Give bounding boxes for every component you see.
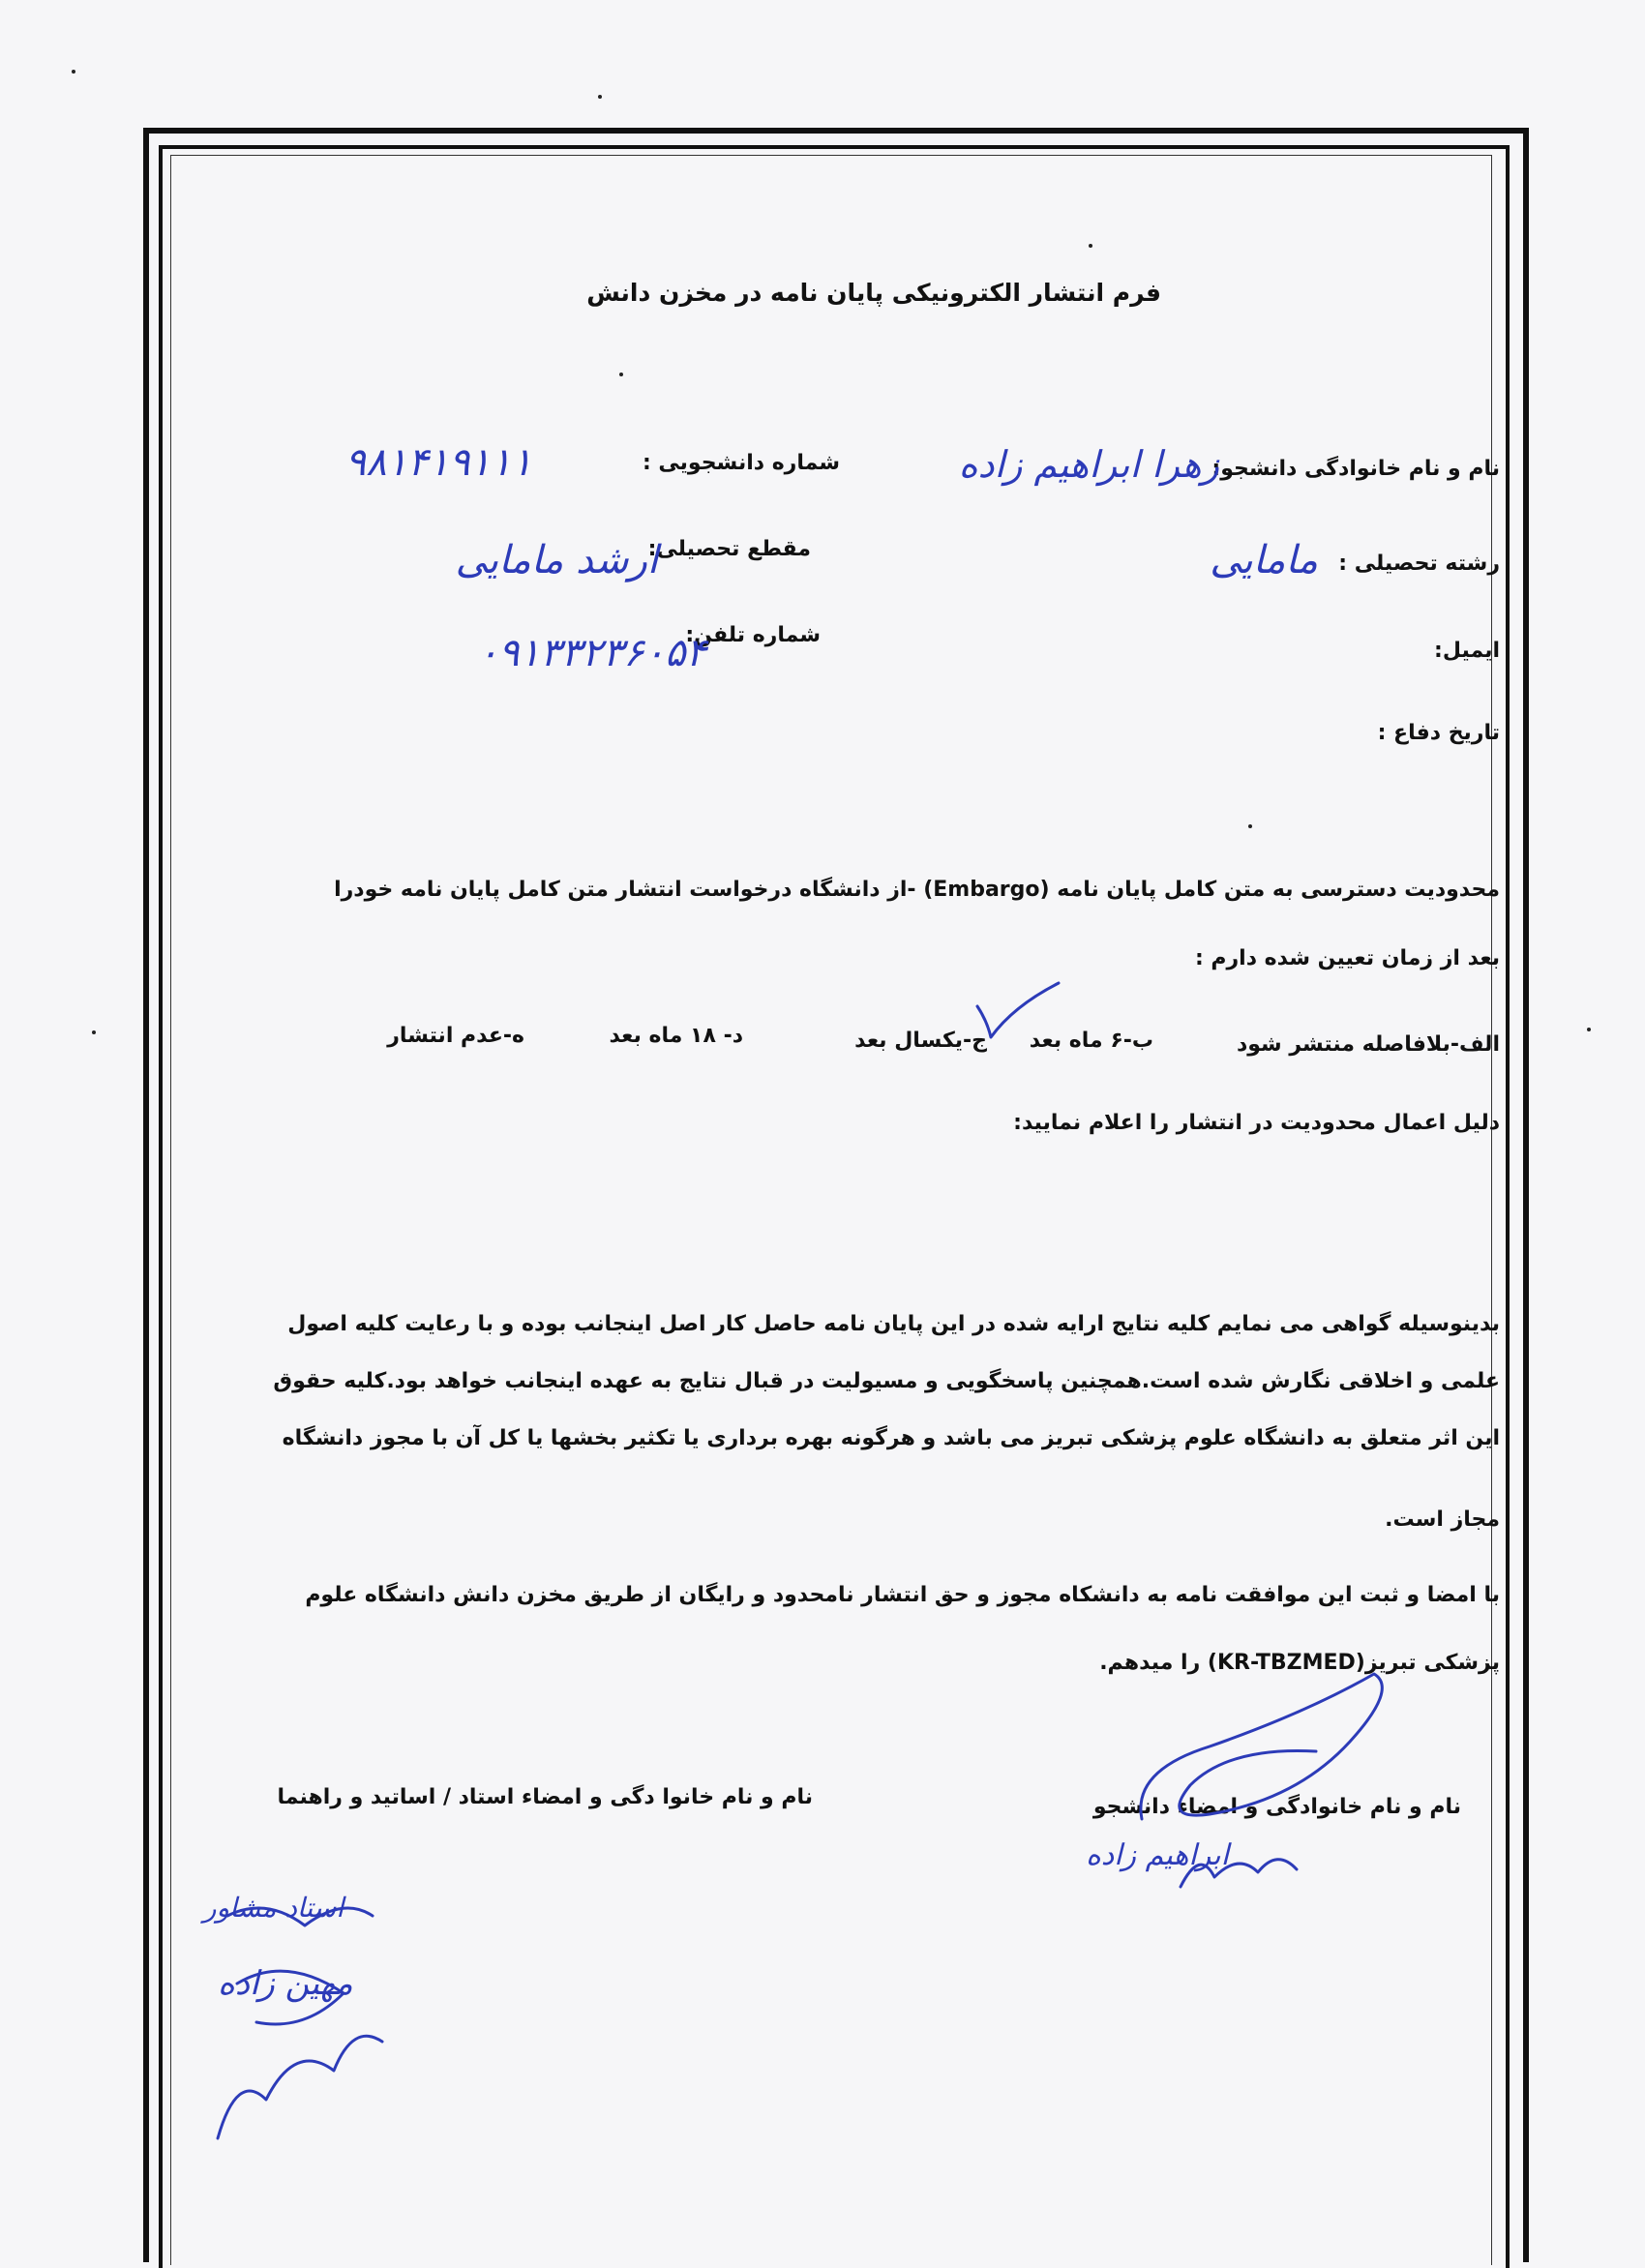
embargo-line-1: محدودیت دسترسی به متن کامل پایان نامه (Embargo) -از دانشگاه درخواست انتشار متن کامل پایان نامه خودرا: [334, 878, 1500, 902]
advisor-signature-text-2: مهین زاده: [218, 1964, 353, 2003]
student-name-value: زهرا ابراهیم زاده: [958, 443, 1219, 486]
advisor-signature-label: نام و نام خانوا دگی و امضاء استاد / اساتید و راهنما: [277, 1785, 813, 1809]
scan-speck: [1587, 1028, 1591, 1031]
student-signature-label: نام و نام خانوادگی و امضاء دانشجو: [1092, 1795, 1461, 1819]
scan-speck: [1248, 824, 1252, 828]
scan-speck: [1089, 244, 1092, 248]
field-of-study-value: مامایی: [1210, 538, 1318, 582]
degree-level-value: ارشد مامایی: [455, 538, 658, 582]
embargo-option-6-months: ب-۶ ماه بعد: [1029, 1029, 1153, 1053]
field-of-study-label: رشته تحصیلی :: [1338, 552, 1500, 576]
advisor-signature-text-1: استاد مشاور: [203, 1892, 344, 1924]
embargo-option-18-months: د- ۱۸ ماه بعد: [609, 1024, 743, 1048]
student-signature-name: ابراهیم زاده: [1086, 1838, 1229, 1872]
embargo-option-1-year: ج-یکسال بعد: [854, 1029, 987, 1053]
embargo-reason-label: دلیل اعمال محدودیت در انتشار را اعلام نمایید:: [1013, 1111, 1500, 1135]
scan-speck: [72, 70, 75, 74]
embargo-option-no-publish: ه-عدم انتشار: [387, 1024, 524, 1048]
declaration-line-3: این اثر متعلق به دانشگاه علوم پزشکی تبریز می باشد و هرگونه بهره برداری یا تکثیر بخشها یا کل آن با مجوز دانشگاه: [282, 1426, 1500, 1450]
checkmark-icon: [970, 977, 1066, 1045]
scan-speck: [92, 1030, 96, 1034]
defense-date-label: تاریخ دفاع :: [1377, 721, 1500, 745]
student-name-label: نام و نام خانوادگی دانشجو:: [1211, 457, 1500, 481]
scan-speck: [619, 373, 623, 376]
phone-label: شماره تلفن:: [685, 623, 821, 647]
email-label: ایمیل:: [1434, 639, 1500, 663]
student-number-value: ۹۸۱۴۱۹۱۱۱: [344, 440, 532, 485]
declaration-line-1: بدینوسیله گواهی می نمایم کلیه نتایج ارایه شده در این پایان نامه حاصل کار اصل اینجانب بوده و با رعایت کلیه اصول: [287, 1312, 1500, 1336]
declaration-line-4: مجاز است.: [1385, 1507, 1500, 1532]
embargo-option-immediate: الف-بلافاصله منتشر شود: [1236, 1032, 1500, 1057]
consent-line-1: با امضا و ثبت این موافقت نامه به دانشکاه مجوز و حق انتشار نامحدود و رایگان از طریق مخزن دانش دانشگاه علوم: [305, 1583, 1500, 1607]
declaration-line-2: علمی و اخلاقی نگارش شده است.همچنین پاسخگویی و مسیولیت در قبال نتایج به عهده اینجانب خواهد بود.کلیه حقوق: [273, 1369, 1500, 1393]
degree-level-label: مقطع تحصیلی:: [647, 537, 811, 561]
consent-line-2: پزشکی تبریز(KR-TBZMED) را میدهم.: [1099, 1651, 1500, 1675]
embargo-line-2: بعد از زمان تعیین شده دارم :: [1194, 946, 1500, 970]
scan-speck: [598, 95, 602, 99]
student-number-label: شماره دانشجویی :: [642, 451, 840, 475]
form-title: فرم انتشار الکترونیکی پایان نامه در مخزن دانش: [586, 279, 1161, 307]
phone-value: ۰۹۱۳۳۲۳۶۰۵۴: [477, 631, 706, 675]
